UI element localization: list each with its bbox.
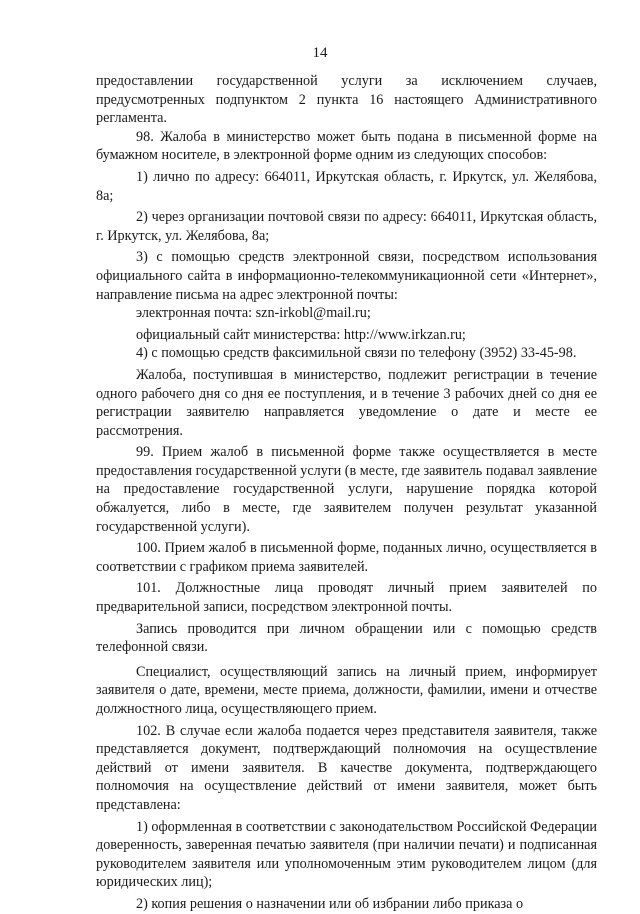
- paragraph-98-item-2: 2) через организации почтовой связи по адресу: 664011, Иркутская область, г. Иркутск, ул. Желябова, 8а;: [96, 209, 597, 244]
- paragraph-intro: предоставлении государственной услуги за исключением случаев, предусмотренных подпунктом 2 пункта 16 настоящего Административного регламента.: [96, 73, 597, 127]
- paragraph-98-item-3: 3) с помощью средств электронной связи, посредством использования официального сайта в информационно-телекоммуникационной сети «Интернет», направление письма на адрес электронной почты:: [96, 249, 597, 303]
- paragraph-appointment: Запись проводится при личном обращении или с помощью средств телефонной связи.: [96, 620, 597, 656]
- paragraph-registration: Жалоба, поступившая в министерство, подлежит регистрации в течение одного рабочего дня со дня ее поступления, и в течение 3 рабочих дней со дня ее регистрации заявителю направляется уведомление о дате и месте ее рассмотрения.: [96, 366, 597, 439]
- paragraph-102: 102. В случае если жалоба подается через представителя заявителя, также представляется документ, подтверждающий полномочия на осуществление действий от имени заявителя. В качестве документа, подтверждающего полномочия на осуществление действий от имени заявителя, может быть представлена:: [96, 722, 597, 813]
- paragraph-website: официальный сайт министерства: http://www.irkzan.ru;: [136, 326, 466, 343]
- paragraph-specialist: Специалист, осуществляющий запись на личный прием, информирует заявителя о дате, времени, месте приема, должности, фамилии, имени и отчестве должностного лица, осуществляющего прием.: [96, 663, 597, 717]
- paragraph-98: 98. Жалоба в министерство может быть подана в письменной форме на бумажном носителе, в электронной форме одним из следующих способов:: [96, 128, 597, 164]
- paragraph-email: электронная почта: szn-irkobl@mail.ru;: [136, 305, 371, 322]
- document-body: [96, 72, 597, 914]
- paragraph-101: 101. Должностные лица проводят личный прием заявителей по предварительной записи, посредством электронной почты.: [96, 580, 597, 616]
- paragraph-100: 100. Прием жалоб в письменной форме, поданных лично, осуществляется в соответствии с графиком приема заявителей.: [96, 540, 597, 575]
- paragraph-102-item-2: 2) копия решения о назначении или об избрании либо приказа о: [136, 895, 524, 912]
- paragraph-99: 99. Прием жалоб в письменной форме также осуществляется в месте предоставления государственной услуги (в месте, где заявитель подавал заявление на предоставление государственной услуги, нарушение порядка которой обжалуется, либо в месте, где заявителем получен результат указанной государственной услуги).: [96, 444, 597, 535]
- paragraph-102-item-1: 1) оформленная в соответствии с законодательством Российской Федерации доверенность, заверенная печатью заявителя (при наличии печати) и подписанная руководителем заявителя или уполномоченным этим руководителем лицом (для юридических лиц);: [96, 818, 597, 891]
- paragraph-98-item-1: 1) лично по адресу: 664011, Иркутская область, г. Иркутск, ул. Желябова, 8а;: [96, 168, 597, 204]
- page-number: 14: [312, 45, 328, 61]
- paragraph-98-item-4: 4) с помощью средств факсимильной связи по телефону (3952) 33-45-98.: [136, 345, 577, 362]
